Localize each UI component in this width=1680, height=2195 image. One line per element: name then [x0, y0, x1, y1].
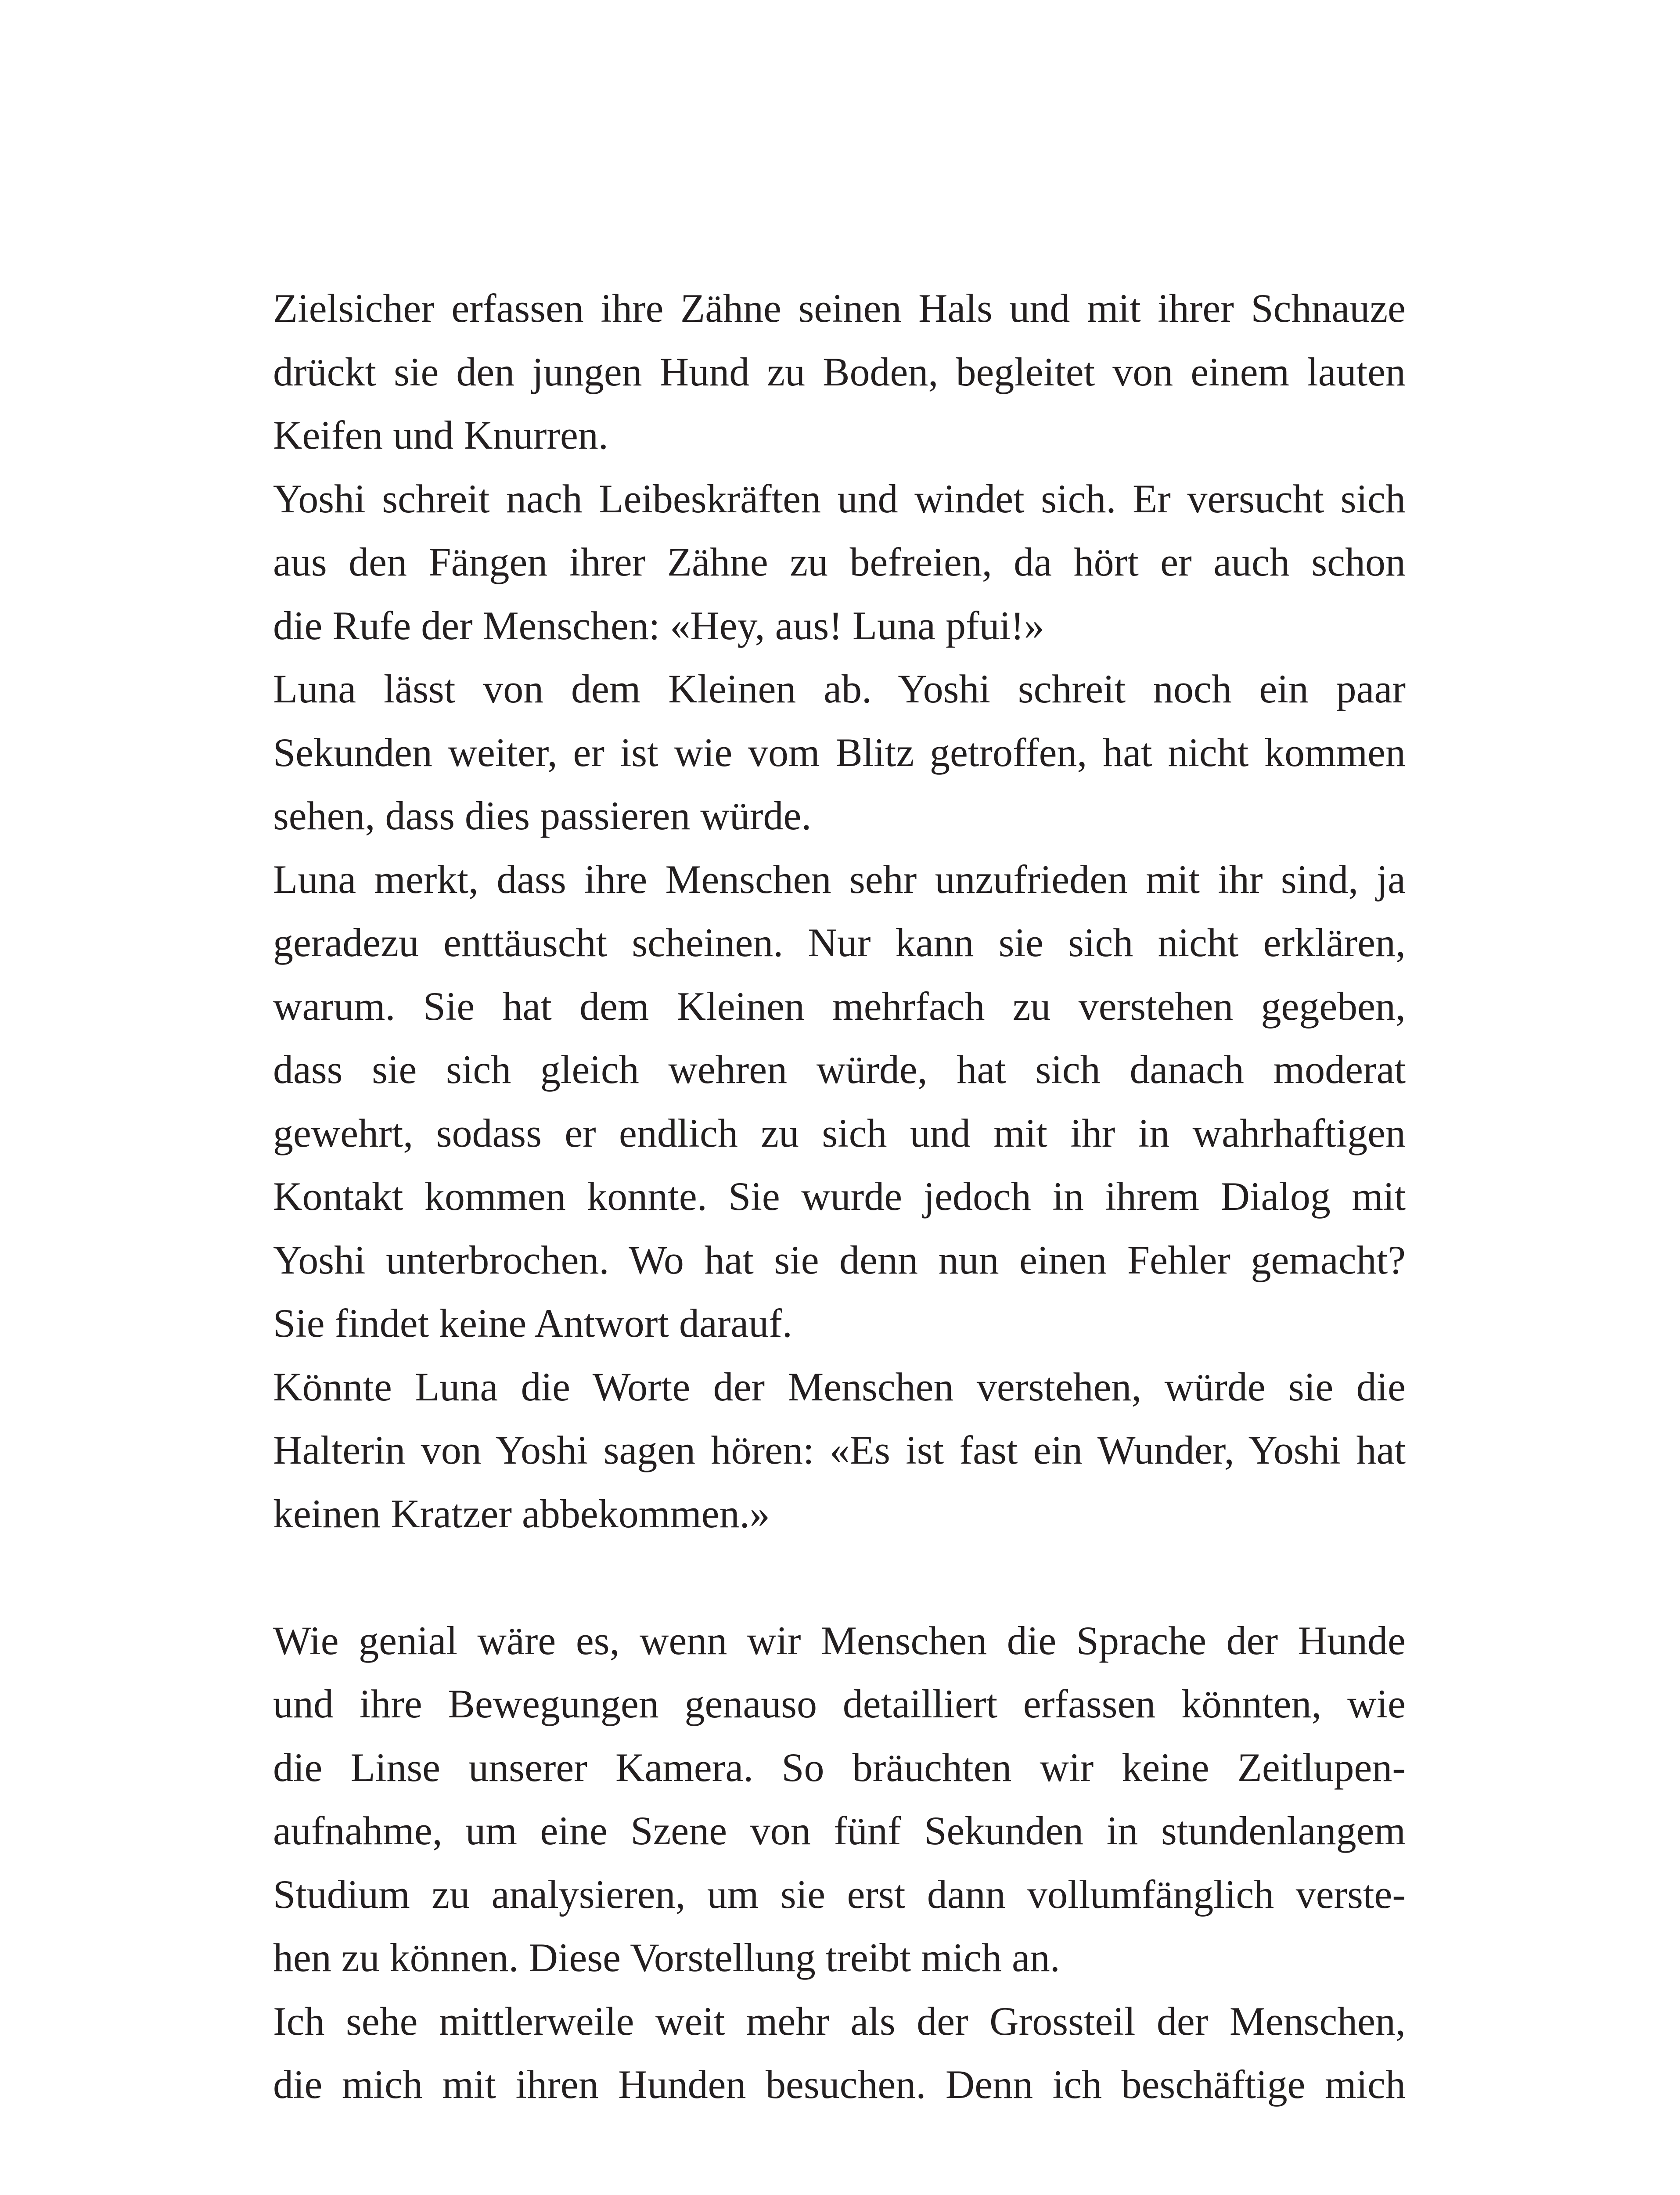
text-line: Studium zu analysieren, um sie erst dann vollumfänglich verste- [273, 1871, 1406, 1917]
text-line: aufnahme, um eine Szene von fünf Sekunden in stundenlangem [273, 1808, 1406, 1853]
text-line: dass sie sich gleich wehren würde, hat sich danach moderat [273, 1047, 1406, 1092]
paragraph-gap [273, 1545, 1406, 1609]
text-line: geradezu enttäuscht scheinen. Nur kann sie sich nicht erklären, [273, 920, 1406, 965]
text-line: Yoshi unterbrochen. Wo hat sie denn nun einen Fehler gemacht? [273, 1237, 1406, 1282]
text-line: keinen Kratzer abbekommen.» [273, 1491, 770, 1536]
text-line: Ich sehe mittlerweile weit mehr als der Grossteil der Menschen, [273, 1998, 1406, 2044]
text-line: die mich mit ihren Hunden besuchen. Denn ich beschäftige mich [273, 2062, 1406, 2107]
text-line: die Rufe der Menschen: «Hey, aus! Luna pfui!» [273, 603, 1044, 648]
text-line: gewehrt, sodass er endlich zu sich und mit ihr in wahrhaftigen [273, 1110, 1406, 1155]
text-line: aus den Fängen ihrer Zähne zu befreien, da hört er auch schon [273, 540, 1406, 584]
paragraph [273, 1355, 1406, 1546]
paragraph [273, 657, 1406, 848]
text-line: Könnte Luna die Worte der Menschen verstehen, würde sie die [273, 1364, 1406, 1409]
text-line: Kontakt kommen konnte. Sie wurde jedoch in ihrem Dialog mit [273, 1174, 1406, 1219]
text-line: Sekunden weiter, er ist wie vom Blitz getroffen, hat nicht kommen [273, 730, 1406, 775]
text-line: drückt sie den jungen Hund zu Boden, begleitet von einem lauten [273, 349, 1406, 394]
text-line: und ihre Bewegungen genauso detailliert erfassen könnten, wie [273, 1681, 1406, 1726]
text-line: Luna merkt, dass ihre Menschen sehr unzufrieden mit ihr sind, ja [273, 856, 1406, 902]
paragraph [273, 277, 1406, 467]
paragraph [273, 1609, 1406, 1990]
text-line: hen zu können. Diese Vorstellung treibt mich an. [273, 1935, 1060, 1980]
text-line: Luna lässt von dem Kleinen ab. Yoshi schreit noch ein paar [273, 666, 1406, 711]
text-line: Sie findet keine Antwort darauf. [273, 1301, 792, 1346]
body-text [273, 277, 1406, 2116]
paragraph [273, 848, 1406, 1355]
text-line: Wie genial wäre es, wenn wir Menschen die Sprache der Hunde [273, 1618, 1406, 1663]
text-line: Yoshi schreit nach Leibeskräften und windet sich. Er versucht sich [273, 476, 1406, 521]
text-line: Zielsicher erfassen ihre Zähne seinen Hals und mit ihrer Schnauze [273, 286, 1406, 331]
text-line: Halterin von Yoshi sagen hören: «Es ist fast ein Wunder, Yoshi hat [273, 1428, 1406, 1472]
text-line: sehen, dass dies passieren würde. [273, 793, 812, 838]
paragraph [273, 1990, 1406, 2116]
paragraph [273, 467, 1406, 658]
text-line: Keifen und Knurren. [273, 413, 608, 457]
text-line: warum. Sie hat dem Kleinen mehrfach zu verstehen gegeben, [273, 983, 1406, 1029]
text-line: die Linse unserer Kamera. So bräuchten wir keine Zeitlupen- [273, 1745, 1406, 1790]
